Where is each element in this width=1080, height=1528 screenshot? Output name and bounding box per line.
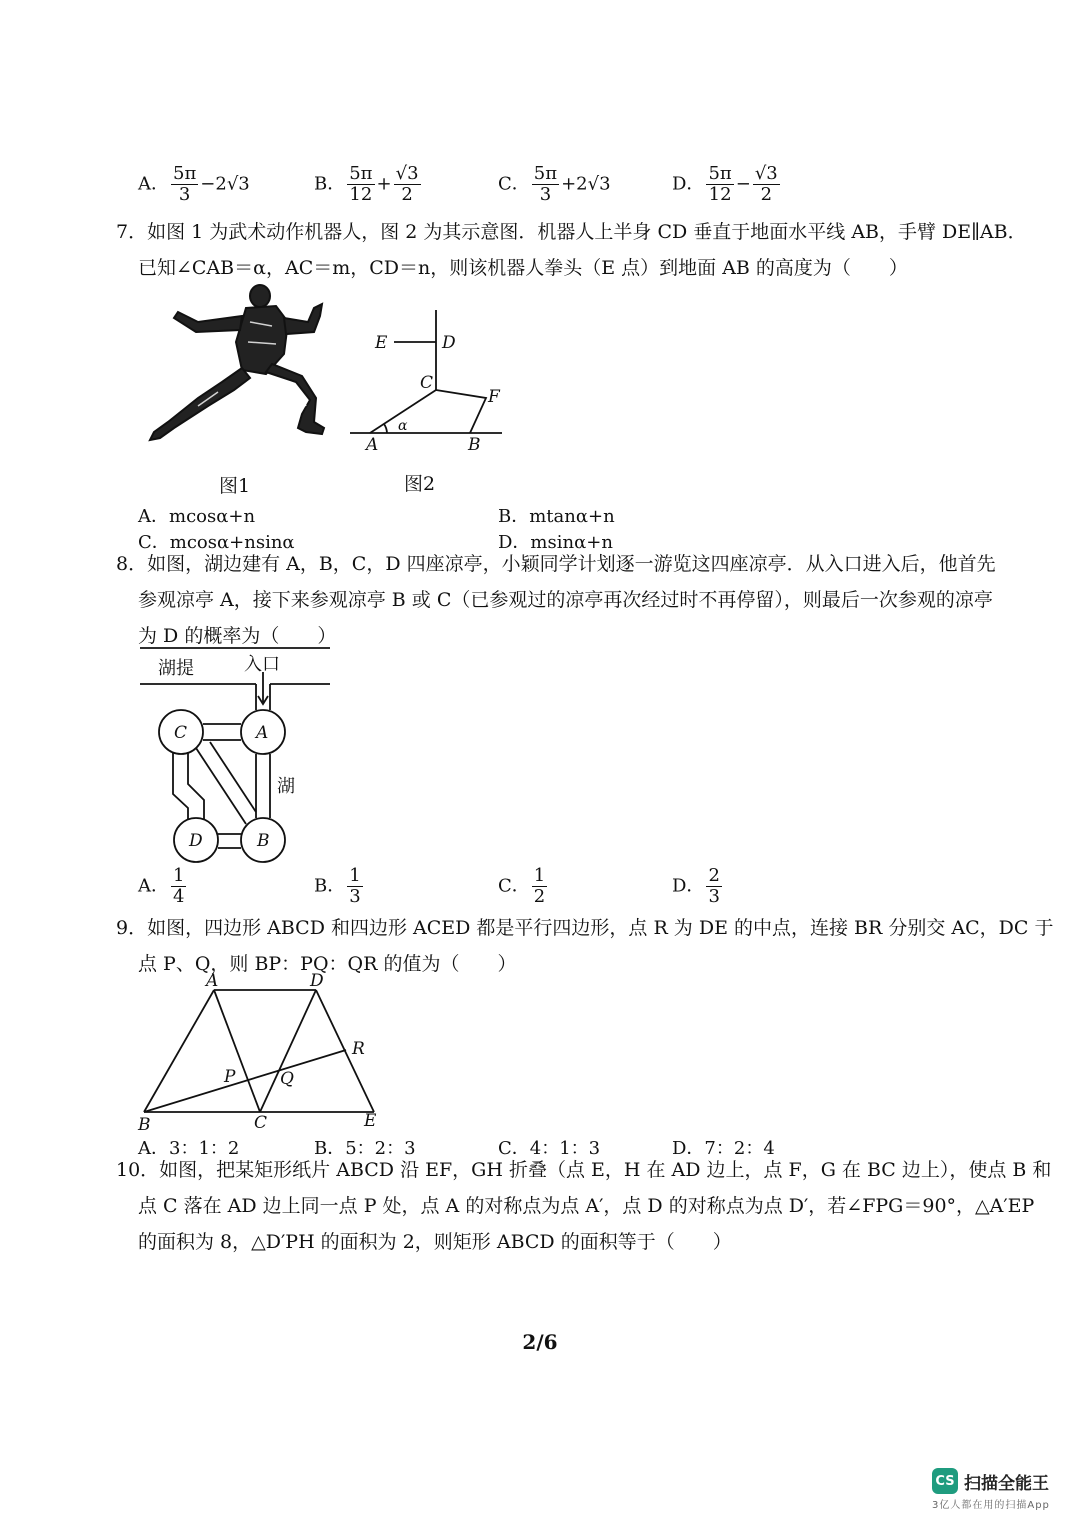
label-dike: 湖提 — [158, 658, 194, 679]
q6-option-d: D． $\frac{5\pi}{12}$ − $\frac{√3}{2}$ — [672, 163, 778, 205]
path-cd-left — [173, 752, 188, 819]
q7-option-b: B．mtanα+n — [498, 506, 615, 527]
q7-text-line2: 已知∠CAB＝α，AC＝m，CD＝n，则该机器人拳头（E 点）到地面 AB 的高度为（ ） — [138, 257, 908, 279]
q9-text-line1: 9．如图，四边形 ABCD 和四边形 ACED 都是平行四边形，点 R 为 DE 的中点，连接 BR 分别交 AC，DC 于 — [116, 917, 1054, 939]
q7-option-c: C．mcosα+nsinα — [138, 532, 295, 553]
cs-logo-icon: CS — [932, 1468, 958, 1494]
q6-option-a: A． $\frac{5\pi}{3}$ −2√3 — [138, 163, 250, 205]
label-b: B — [138, 1115, 151, 1135]
q7-fig1-robot-image — [138, 282, 338, 448]
label-lake: 湖 — [277, 776, 295, 797]
label-a: A — [366, 435, 379, 455]
q8-lake-map-diagram — [136, 644, 336, 864]
q9-text-line2: 点 P、Q，则 BP：PQ：QR 的值为（ ） — [138, 953, 517, 975]
scanner-watermark — [932, 1468, 1050, 1511]
label-c: C — [174, 723, 188, 743]
path-cd-right — [188, 752, 204, 819]
page-number: 2/6 — [522, 1330, 558, 1354]
label-entrance: 入口 — [244, 654, 280, 675]
q8-text-line3: 为 D 的概率为（ ） — [138, 625, 337, 647]
q9-option-d: D．7：2：4 — [672, 1138, 775, 1159]
path-ab-diagonal-2 — [210, 742, 256, 812]
label-p: P — [224, 1067, 236, 1087]
q7-text-line1: 7．如图 1 为武术动作机器人，图 2 为其示意图．机器人上半身 CD 垂直于地面水平线 AB，手臂 DE∥AB． — [116, 221, 1027, 243]
label-b: B — [257, 831, 270, 851]
label-d: D — [442, 333, 456, 353]
watermark-tagline: 3亿人都在用的扫描App — [932, 1500, 1050, 1511]
segment-dc — [260, 990, 316, 1112]
q8-text-line2: 参观凉亭 A，接下来参观凉亭 B 或 C（已参观过的凉亭再次经过时不再停留），则最后一次参观的凉亭 — [138, 589, 993, 611]
watermark-brand: 扫描全能王 — [964, 1473, 1049, 1494]
label-q: Q — [280, 1069, 294, 1089]
q7-option-d: D．msinα+n — [498, 532, 613, 553]
label-alpha: α — [398, 418, 408, 434]
label-b: B — [468, 435, 481, 455]
q10-text-line3: 的面积为 8，△D′PH 的面积为 2，则矩形 ABCD 的面积等于（ ） — [138, 1231, 732, 1253]
label-c: C — [420, 373, 434, 393]
q7-fig1-caption: 图1 — [219, 475, 251, 497]
label-d: D — [189, 831, 203, 851]
label-a: A — [256, 723, 269, 743]
q9-parallelogram-diagram — [130, 970, 390, 1136]
q9-option-b: B．5：2：3 — [314, 1138, 416, 1159]
label-c: C — [254, 1113, 268, 1133]
q6-option-b: B． $\frac{5\pi}{12}$ + $\frac{√3}{2}$ — [314, 163, 419, 205]
q10-text-line1: 10．如图，把某矩形纸片 ABCD 沿 EF，GH 折叠（点 E，H 在 AD 边上，点 F，G 在 BC 边上），使点 B 和 — [116, 1159, 1052, 1181]
segment-ac — [214, 990, 260, 1112]
label-e: E — [375, 333, 388, 353]
q8-option-d: D． $\frac{2}{3}$ — [672, 865, 720, 907]
q8-text-line1: 8．如图，湖边建有 A，B，C，D 四座凉亭，小颖同学计划逐一游览这四座凉亭．从入口进入后，他首先 — [116, 553, 996, 575]
label-f: F — [488, 387, 500, 407]
q6-option-c: C． $\frac{5\pi}{3}$ +2√3 — [498, 163, 611, 205]
q8-option-b: B． $\frac{1}{3}$ — [314, 865, 361, 907]
q7-fig2-diagram — [340, 300, 520, 460]
angle-alpha-arc — [384, 424, 387, 433]
label-r: R — [352, 1039, 365, 1059]
q8-option-c: C． $\frac{1}{2}$ — [498, 865, 546, 907]
q7-option-a: A．mcosα+n — [138, 506, 256, 527]
label-d: D — [310, 971, 324, 991]
q9-option-a: A．3：1：2 — [138, 1138, 240, 1159]
q9-option-c: C．4：1：3 — [498, 1138, 601, 1159]
label-a: A — [206, 971, 219, 991]
q7-fig2-caption: 图2 — [404, 473, 436, 495]
q8-option-a: A． $\frac{1}{4}$ — [138, 865, 185, 907]
leg-cfb — [436, 390, 486, 433]
label-e: E — [364, 1111, 377, 1131]
q10-text-line2: 点 C 落在 AD 边上同一点 P 处，点 A 的对称点为点 A′，点 D 的对称点为点 D′，若∠FPG＝90°，△A′EP — [138, 1195, 1035, 1217]
